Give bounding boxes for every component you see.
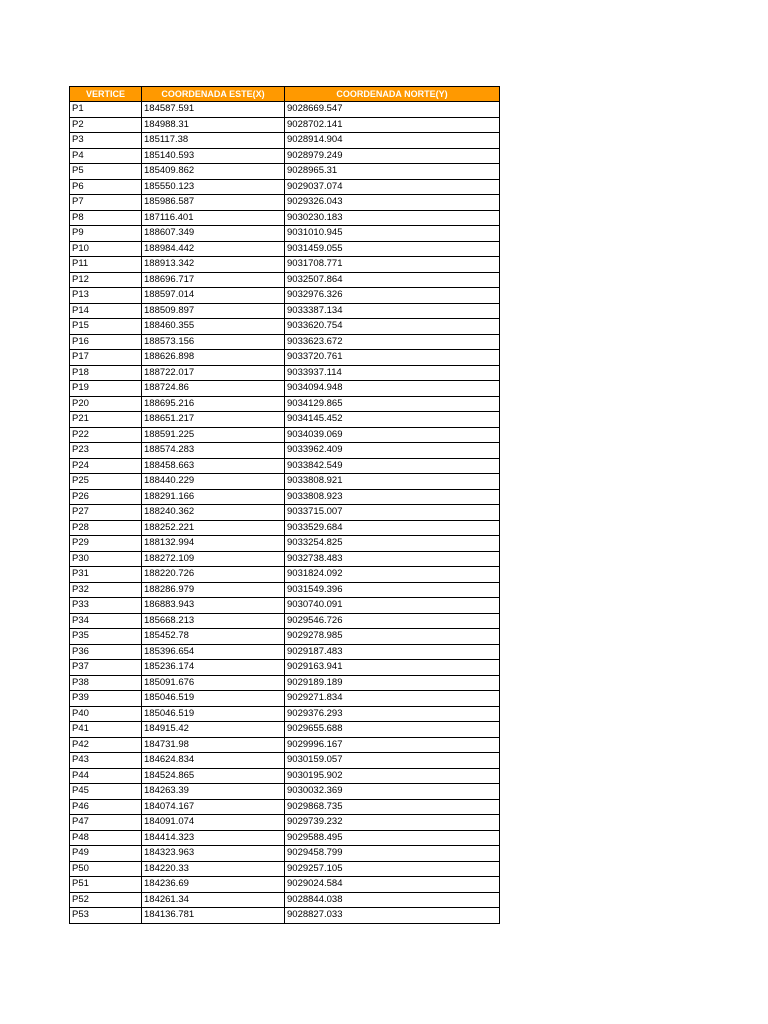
cell-norte: 9029271.834 <box>285 691 500 707</box>
cell-este: 185046.519 <box>142 706 285 722</box>
cell-norte: 9029037.074 <box>285 179 500 195</box>
cell-norte: 9034094.948 <box>285 381 500 397</box>
table-header <box>70 87 500 102</box>
table-row <box>70 319 500 335</box>
cell-este: 188591.225 <box>142 427 285 443</box>
table-row <box>70 784 500 800</box>
cell-vertice: P11 <box>70 257 142 273</box>
cell-vertice: P30 <box>70 551 142 567</box>
cell-norte: 9029189.189 <box>285 675 500 691</box>
cell-vertice: P13 <box>70 288 142 304</box>
table-row <box>70 536 500 552</box>
cell-vertice: P52 <box>70 892 142 908</box>
cell-este: 184624.834 <box>142 753 285 769</box>
table-row <box>70 226 500 242</box>
table-row <box>70 288 500 304</box>
cell-este: 188291.166 <box>142 489 285 505</box>
cell-este: 184587.591 <box>142 102 285 118</box>
cell-vertice: P48 <box>70 830 142 846</box>
cell-este: 188286.979 <box>142 582 285 598</box>
cell-este: 188574.283 <box>142 443 285 459</box>
cell-este: 185550.123 <box>142 179 285 195</box>
cell-este: 185409.862 <box>142 164 285 180</box>
table-row <box>70 458 500 474</box>
cell-norte: 9033842.549 <box>285 458 500 474</box>
table-row <box>70 706 500 722</box>
table-row <box>70 303 500 319</box>
cell-vertice: P53 <box>70 908 142 924</box>
cell-este: 188626.898 <box>142 350 285 366</box>
cell-vertice: P29 <box>70 536 142 552</box>
cell-norte: 9033808.923 <box>285 489 500 505</box>
cell-vertice: P43 <box>70 753 142 769</box>
cell-este: 184988.31 <box>142 117 285 133</box>
cell-vertice: P16 <box>70 334 142 350</box>
cell-este: 184731.98 <box>142 737 285 753</box>
cell-norte: 9034145.452 <box>285 412 500 428</box>
cell-este: 188460.355 <box>142 319 285 335</box>
table-row <box>70 412 500 428</box>
table-row <box>70 799 500 815</box>
cell-norte: 9029376.293 <box>285 706 500 722</box>
table-row <box>70 257 500 273</box>
cell-norte: 9029996.167 <box>285 737 500 753</box>
cell-vertice: P1 <box>70 102 142 118</box>
cell-norte: 9031549.396 <box>285 582 500 598</box>
table-row <box>70 691 500 707</box>
cell-norte: 9033254.825 <box>285 536 500 552</box>
cell-norte: 9028844.038 <box>285 892 500 908</box>
cell-norte: 9029326.043 <box>285 195 500 211</box>
table-row <box>70 737 500 753</box>
cell-este: 188458.663 <box>142 458 285 474</box>
cell-vertice: P14 <box>70 303 142 319</box>
cell-vertice: P18 <box>70 365 142 381</box>
table-row <box>70 195 500 211</box>
cell-vertice: P38 <box>70 675 142 691</box>
cell-este: 188240.362 <box>142 505 285 521</box>
table-row <box>70 753 500 769</box>
table-body <box>70 102 500 924</box>
cell-vertice: P3 <box>70 133 142 149</box>
cell-vertice: P21 <box>70 412 142 428</box>
cell-este: 188272.109 <box>142 551 285 567</box>
table-row <box>70 551 500 567</box>
cell-este: 184524.865 <box>142 768 285 784</box>
table-row <box>70 350 500 366</box>
coordinates-table <box>69 86 500 924</box>
cell-este: 185117.38 <box>142 133 285 149</box>
cell-norte: 9029458.799 <box>285 846 500 862</box>
cell-vertice: P2 <box>70 117 142 133</box>
cell-este: 188252.221 <box>142 520 285 536</box>
cell-vertice: P42 <box>70 737 142 753</box>
cell-norte: 9028669.547 <box>285 102 500 118</box>
cell-este: 185986.587 <box>142 195 285 211</box>
table-row <box>70 567 500 583</box>
cell-vertice: P49 <box>70 846 142 862</box>
cell-vertice: P7 <box>70 195 142 211</box>
cell-este: 184263.39 <box>142 784 285 800</box>
table-row <box>70 381 500 397</box>
table-row <box>70 613 500 629</box>
cell-norte: 9029868.735 <box>285 799 500 815</box>
cell-vertice: P17 <box>70 350 142 366</box>
table-row <box>70 629 500 645</box>
cell-norte: 9030032.369 <box>285 784 500 800</box>
table-row <box>70 644 500 660</box>
cell-este: 188573.156 <box>142 334 285 350</box>
table-row <box>70 334 500 350</box>
cell-vertice: P40 <box>70 706 142 722</box>
cell-este: 184136.781 <box>142 908 285 924</box>
cell-este: 185046.519 <box>142 691 285 707</box>
cell-vertice: P8 <box>70 210 142 226</box>
cell-vertice: P10 <box>70 241 142 257</box>
cell-norte: 9029278.985 <box>285 629 500 645</box>
table-row <box>70 877 500 893</box>
table-row <box>70 179 500 195</box>
cell-norte: 9032507.864 <box>285 272 500 288</box>
cell-norte: 9033720.761 <box>285 350 500 366</box>
table-row <box>70 830 500 846</box>
cell-este: 187116.401 <box>142 210 285 226</box>
table-row <box>70 365 500 381</box>
cell-norte: 9033715.007 <box>285 505 500 521</box>
cell-vertice: P47 <box>70 815 142 831</box>
cell-este: 184414.323 <box>142 830 285 846</box>
cell-norte: 9033529.684 <box>285 520 500 536</box>
cell-vertice: P4 <box>70 148 142 164</box>
table-row <box>70 908 500 924</box>
table-row <box>70 520 500 536</box>
cell-este: 185236.174 <box>142 660 285 676</box>
table-row <box>70 427 500 443</box>
cell-este: 184091.074 <box>142 815 285 831</box>
cell-norte: 9029163.941 <box>285 660 500 676</box>
cell-este: 186883.943 <box>142 598 285 614</box>
cell-norte: 9033623.672 <box>285 334 500 350</box>
cell-norte: 9029546.726 <box>285 613 500 629</box>
cell-norte: 9031824.092 <box>285 567 500 583</box>
cell-vertice: P39 <box>70 691 142 707</box>
cell-norte: 9029024.584 <box>285 877 500 893</box>
cell-vertice: P50 <box>70 861 142 877</box>
cell-norte: 9030230.183 <box>285 210 500 226</box>
cell-vertice: P25 <box>70 474 142 490</box>
table-row <box>70 396 500 412</box>
cell-este: 188132.994 <box>142 536 285 552</box>
table-row <box>70 598 500 614</box>
cell-vertice: P37 <box>70 660 142 676</box>
cell-vertice: P32 <box>70 582 142 598</box>
cell-norte: 9033937.114 <box>285 365 500 381</box>
table-row <box>70 210 500 226</box>
cell-norte: 9034129.865 <box>285 396 500 412</box>
cell-este: 188607.349 <box>142 226 285 242</box>
cell-norte: 9033808.921 <box>285 474 500 490</box>
cell-vertice: P5 <box>70 164 142 180</box>
cell-este: 185091.676 <box>142 675 285 691</box>
cell-norte: 9029655.688 <box>285 722 500 738</box>
table-row <box>70 846 500 862</box>
cell-norte: 9028702.141 <box>285 117 500 133</box>
header-coordenada-norte: COORDENADA NORTE(Y) <box>285 87 500 102</box>
cell-norte: 9028827.033 <box>285 908 500 924</box>
table-row <box>70 722 500 738</box>
cell-vertice: P35 <box>70 629 142 645</box>
table-row <box>70 148 500 164</box>
cell-este: 184261.34 <box>142 892 285 908</box>
table-row <box>70 582 500 598</box>
table-row <box>70 489 500 505</box>
table-row <box>70 505 500 521</box>
cell-norte: 9030740.091 <box>285 598 500 614</box>
cell-vertice: P6 <box>70 179 142 195</box>
cell-norte: 9029187.483 <box>285 644 500 660</box>
cell-este: 188220.726 <box>142 567 285 583</box>
table-row <box>70 443 500 459</box>
cell-vertice: P51 <box>70 877 142 893</box>
cell-este: 185452.78 <box>142 629 285 645</box>
cell-norte: 9029739.232 <box>285 815 500 831</box>
cell-vertice: P33 <box>70 598 142 614</box>
cell-este: 188509.897 <box>142 303 285 319</box>
cell-este: 188651.217 <box>142 412 285 428</box>
cell-norte: 9034039.069 <box>285 427 500 443</box>
cell-vertice: P31 <box>70 567 142 583</box>
table-row <box>70 102 500 118</box>
cell-norte: 9029588.495 <box>285 830 500 846</box>
cell-vertice: P22 <box>70 427 142 443</box>
table-row <box>70 861 500 877</box>
cell-vertice: P19 <box>70 381 142 397</box>
table-row <box>70 133 500 149</box>
cell-vertice: P9 <box>70 226 142 242</box>
cell-norte: 9031010.945 <box>285 226 500 242</box>
cell-norte: 9033387.134 <box>285 303 500 319</box>
cell-vertice: P41 <box>70 722 142 738</box>
table-row <box>70 241 500 257</box>
header-row <box>70 87 500 102</box>
cell-vertice: P26 <box>70 489 142 505</box>
cell-este: 184236.69 <box>142 877 285 893</box>
table-row <box>70 117 500 133</box>
cell-norte: 9028979.249 <box>285 148 500 164</box>
table-row <box>70 660 500 676</box>
cell-este: 184220.33 <box>142 861 285 877</box>
cell-vertice: P24 <box>70 458 142 474</box>
cell-norte: 9033962.409 <box>285 443 500 459</box>
cell-norte: 9031459.055 <box>285 241 500 257</box>
cell-norte: 9033620.754 <box>285 319 500 335</box>
cell-este: 188913.342 <box>142 257 285 273</box>
table-row <box>70 768 500 784</box>
table-row <box>70 892 500 908</box>
header-coordenada-este: COORDENADA ESTE(X) <box>142 87 285 102</box>
table-row <box>70 164 500 180</box>
cell-este: 188695.216 <box>142 396 285 412</box>
cell-vertice: P45 <box>70 784 142 800</box>
cell-vertice: P46 <box>70 799 142 815</box>
table-row <box>70 474 500 490</box>
cell-este: 184074.167 <box>142 799 285 815</box>
cell-vertice: P15 <box>70 319 142 335</box>
cell-vertice: P12 <box>70 272 142 288</box>
cell-norte: 9032976.326 <box>285 288 500 304</box>
cell-este: 188724.86 <box>142 381 285 397</box>
cell-norte: 9028965.31 <box>285 164 500 180</box>
cell-vertice: P20 <box>70 396 142 412</box>
cell-este: 188440.229 <box>142 474 285 490</box>
cell-vertice: P23 <box>70 443 142 459</box>
cell-vertice: P27 <box>70 505 142 521</box>
cell-este: 184915.42 <box>142 722 285 738</box>
cell-vertice: P36 <box>70 644 142 660</box>
cell-este: 188722.017 <box>142 365 285 381</box>
cell-este: 185668.213 <box>142 613 285 629</box>
cell-este: 188984.442 <box>142 241 285 257</box>
cell-norte: 9030195.902 <box>285 768 500 784</box>
cell-este: 185396.654 <box>142 644 285 660</box>
cell-norte: 9031708.771 <box>285 257 500 273</box>
cell-vertice: P44 <box>70 768 142 784</box>
table-row <box>70 815 500 831</box>
cell-este: 188696.717 <box>142 272 285 288</box>
header-vertice: VERTICE <box>70 87 142 102</box>
cell-norte: 9028914.904 <box>285 133 500 149</box>
table-row <box>70 272 500 288</box>
cell-este: 184323.963 <box>142 846 285 862</box>
table-row <box>70 675 500 691</box>
cell-este: 188597.014 <box>142 288 285 304</box>
cell-vertice: P34 <box>70 613 142 629</box>
cell-norte: 9032738.483 <box>285 551 500 567</box>
cell-este: 185140.593 <box>142 148 285 164</box>
cell-norte: 9030159.057 <box>285 753 500 769</box>
cell-vertice: P28 <box>70 520 142 536</box>
cell-norte: 9029257.105 <box>285 861 500 877</box>
